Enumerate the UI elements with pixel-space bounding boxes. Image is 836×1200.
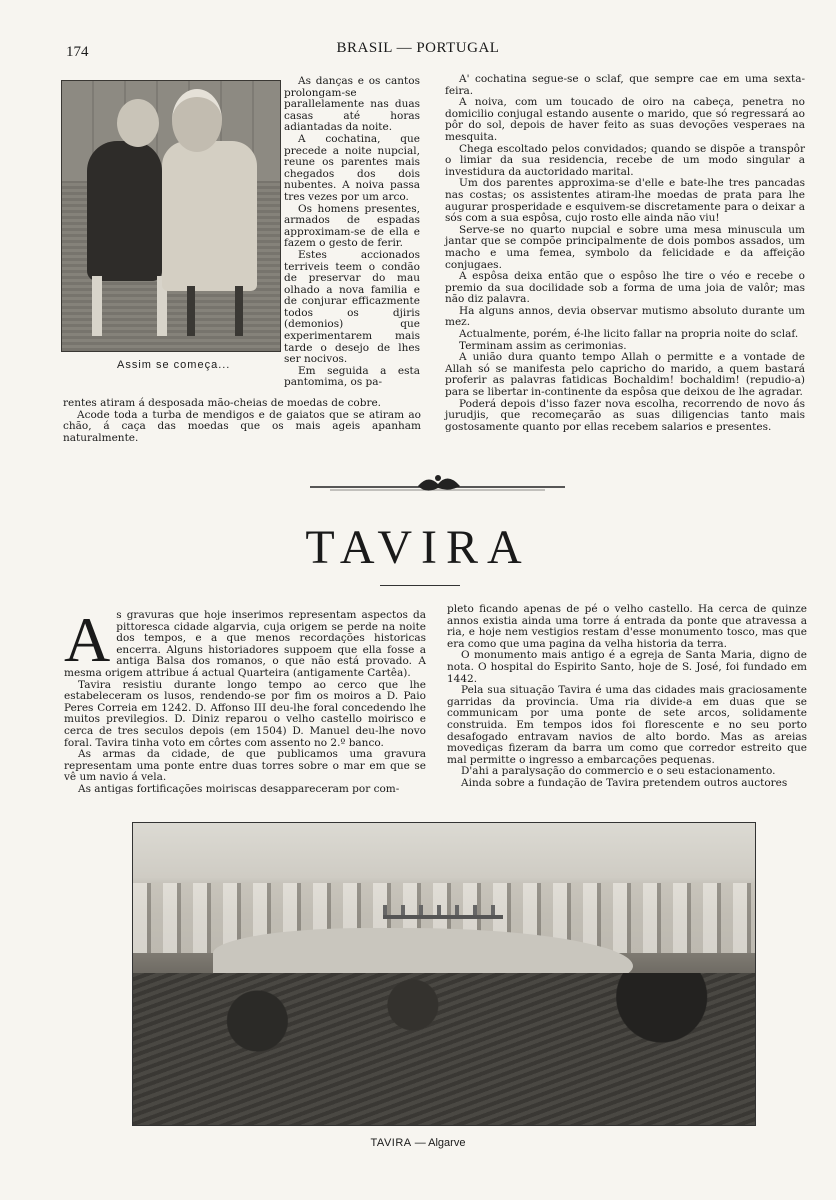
paragraph: rentes atiram á desposada mão-cheias de moedas de cobre. xyxy=(63,397,382,409)
narrow-text-column xyxy=(284,76,420,389)
children-kissing-photo xyxy=(61,80,281,352)
paragraph: Em seguida a esta pantomima, os pa- xyxy=(284,364,420,389)
paragraph: Os homens presentes, armados de espadas approximam-se de ella e fazem o gesto de ferir. xyxy=(284,202,420,250)
decorative-divider-ornament xyxy=(310,470,565,500)
paragraph: Pela sua situação Tavira é uma das cidades mais graciosamente garridas da provincia. Uma ria divide-a em duas que se communicam por uma ponte de sete arcos, solidamente construida. Em tempos idos foi florescente e no seu porto desafogado entravam navios de alto bordo. Mas as areias movediças fizeram da barra um como que corredor estreito que mal permitte o ingresso a embarcações pequenas. xyxy=(447,684,807,766)
running-title: BRASIL — PORTUGAL xyxy=(336,40,500,56)
paragraph: As danças e os cantos prolongam-se parallelamente nas duas casas até horas adiantadas da noite. xyxy=(284,75,420,134)
paragraph: D'ahi a paralysação do commercio e o seu estacionamento. xyxy=(461,765,776,778)
caption-region: — Algarve xyxy=(414,1137,466,1149)
right-text-column xyxy=(445,74,805,433)
paragraph: A união dura quanto tempo Allah o permitte e a vontade de Allah só se manifesta pelo capricho do marido, a quem bastará proferir as palavras fatidicas Bochaldim! bochaldim! (repudio-a) para se libertar in-continente da espôsa que deixou de lhe agradar. xyxy=(445,351,805,399)
paragraph: Tavira resistiu durante longo tempo ao cerco que lhe estabeleceram os lusos, rendendo-se por fim os moiros a D. Paio Peres Correia em 1242. D. Affonso III deu-lhe foral concedendo lhe muitos previlegios. D. Diniz reparou o velho castello moirisco e cerca de tres seculos depois (em 1504) D. Manuel deu-lhe novo foral. Tavira tinha voto em côrtes com assento no 2.º banco. xyxy=(64,678,426,749)
paragraph: Estes accionados terriveis teem o condão de preservar do mau olhado a nova familia e de conjurar efficazmente todos os djiris (demonios) que experimentarem mais tarde o desejo de lhes ser nocivos. xyxy=(284,248,420,366)
paragraph: Acode toda a turba de mendigos e de gaiatos que se atiram ao chão, á caça das moedas que os mais ageis apanham naturalmente. xyxy=(63,408,421,444)
paragraph: Um dos parentes approxima-se d'elle e bate-lhe tres pancadas nas costas; os assistentes atiram-lhe moedas de prata para lhe augurar prosperidade e esquivem-se discretamente para o deixar a sós com a sua espôsa, cujo rosto elle ainda não viu! xyxy=(445,177,805,225)
paragraph: s gravuras que hoje inserimos representam aspectos da pittoresca cidade algarvia, cuja origem se perde na noite dos tempos, e a que menos recordações historicas encerra. Alguns historiadores suppoem que ella fosse a antiga Balsa dos romanos, o que não está provado. A mesma origem attribue á actual Quarteira (antigamente Cartêa). xyxy=(64,609,426,679)
paragraph: As armas da cidade, de que publicamos uma gravura representam uma ponte entre duas torres sobre o mar em que se vê um navio á vela. xyxy=(64,748,426,784)
paragraph: Terminam assim as cerimonias. xyxy=(459,339,627,352)
tavira-panorama-photo xyxy=(132,822,756,1126)
caption-place: TAVIRA xyxy=(370,1137,412,1149)
page-number: 174 xyxy=(66,44,89,60)
paragraph: A cochatina, que precede a noite nupcial, reune os parentes mais chegados dos dois nubentes. A noiva passa tres vezes por um arco. xyxy=(284,132,420,203)
paragraph: Ha alguns annos, devia observar mutismo absoluto durante um mez. xyxy=(445,304,805,329)
paragraph: As antigas fortificações moiriscas desappareceram por com- xyxy=(78,782,400,795)
article-left-column xyxy=(64,604,426,796)
paragraph: A' cochatina segue-se o sclaf, que sempre cae em uma sexta-feira. xyxy=(445,73,805,97)
paragraph: A espôsa deixa então que o espôso lhe tire o véo e recebe o premio da sua docilidade sob a forma de uma joia de valôr; mas não diz palavra. xyxy=(445,270,805,306)
article-right-column xyxy=(447,604,807,790)
tavira-photo-caption xyxy=(0,1137,836,1149)
paragraph: Actualmente, porém, é-lhe licito fallar na propria noite do sclaf. xyxy=(459,328,799,341)
paragraph: Poderá depois d'isso fazer nova escolha, recorrendo de novo ás jurudjis, que recomeçarão as suas diligencias tanto mais gostosamente quanto por ellas recebem salarios e presentes. xyxy=(445,397,805,433)
drop-cap: A xyxy=(64,604,111,675)
article-title: TAVIRA xyxy=(305,521,531,574)
left-text-continuation xyxy=(63,398,421,444)
paragraph: pleto ficando apenas de pé o velho castello. Ha cerca de quinze annos existia ainda uma torre á entrada da ponte que atravessa a ria, e hoje nem vestigios restam d'esse monumento tosco, mas que era como que uma pagina da velha historia da terra. xyxy=(447,603,807,650)
paragraph: Serve-se no quarto nupcial e sobre uma mesa minuscula um jantar que se compõe principalmente de dois pombos assados, um macho e uma femea, symbolo da felicidade e da affeição conjugaes. xyxy=(445,223,805,271)
paragraph: O monumento mais antigo é a egreja de Santa Maria, digno de nota. O hospital do Espirito Santo, hoje de S. José, foi fundado em 1442. xyxy=(447,649,807,685)
paragraph: Ainda sobre a fundação de Tavira pretendem outros auctores xyxy=(461,776,788,789)
title-underline xyxy=(380,585,460,586)
paragraph: A noiva, com um toucado de oiro na cabeça, penetra no domicilio conjugal estando ausente o marido, que só regressará ao pôr do sol, depois de haver feito as suas devoções vesperaes na mesquita. xyxy=(445,96,805,143)
paragraph: Chega escoltado pelos convidados; quando se dispõe a transpôr o limiar da sua residencia, recebe de um modo singular a investidura da auctoridado marital. xyxy=(445,142,805,178)
photo-caption: Assim se começa... xyxy=(117,359,231,371)
